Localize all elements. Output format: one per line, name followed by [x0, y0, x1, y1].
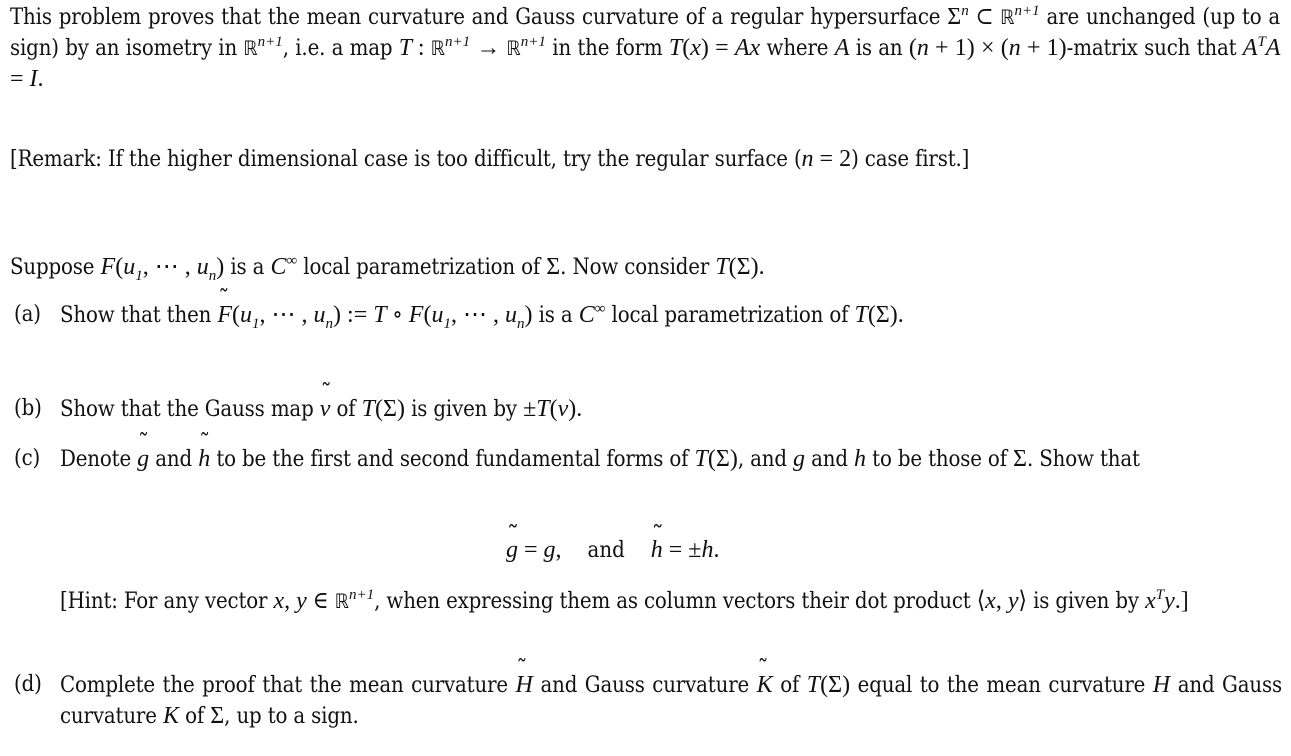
math-h: h [854, 446, 867, 472]
part-c-text-5: and [811, 447, 848, 472]
math-T-Sigma-d: T(Σ) [806, 672, 851, 698]
part-c-text-3: to be the first and second fundamental forms of [216, 447, 689, 472]
math-h-tilde: ˜ h [198, 446, 210, 472]
suppose-text-3: local parametrization of [303, 255, 541, 280]
part-c-text-1: Denote [60, 447, 131, 472]
intro-text-4: in the form [552, 36, 663, 61]
suppose-text-4: . Now consider [560, 255, 710, 280]
math-map-T: T : ℝ$^{n+1}$ → ℝ$^{n+1}$ [398, 34, 546, 61]
intro-text-5: where [766, 36, 829, 61]
math-nu-tilde: ˜ ν [320, 396, 331, 422]
math-T-Sigma: T(Σ). [715, 254, 765, 280]
math-h-tilde-eq-pm-h: ˜ h = ±h. [651, 537, 720, 563]
math-inner-product: ⟨x, y⟩ [976, 588, 1027, 614]
math-C-inf-a: C∞ [578, 301, 606, 328]
part-c-hint [60, 586, 1282, 617]
remark-paragraph [10, 144, 1280, 175]
suppose-text-1: Suppose [10, 255, 95, 280]
part-d-text-7: , up to a sign. [224, 704, 359, 729]
intro-text-3: , i.e. a map [282, 36, 393, 61]
math-A: A [834, 35, 850, 61]
intro-text-6: is an [855, 36, 903, 61]
part-a-text-3: local parametrization of [611, 303, 849, 328]
math-C-inf: C∞ [270, 253, 298, 280]
intro-text-2: are unchanged (up to a sign) by an isometry in [10, 5, 1281, 61]
part-c-label: (c) [14, 446, 41, 471]
part-a [14, 300, 1282, 332]
part-a-label: (a) [14, 302, 41, 327]
math-T-Sigma-b: T(Σ) [361, 396, 405, 422]
part-c-text-2: and [155, 447, 193, 472]
math-Sigma: Σ [546, 254, 561, 280]
part-d [14, 670, 1282, 732]
part-d-text-5: and Gauss curvature [60, 673, 1282, 729]
part-b [14, 394, 1282, 425]
math-g: g [792, 446, 805, 472]
math-xTy: $x^Ty$.] [1145, 587, 1189, 614]
math-F-param: $F(u_1$, ⋯ , $u_n$) [100, 254, 225, 284]
suppose-paragraph [10, 252, 1280, 283]
part-c-text-6: to be those of [872, 447, 1007, 472]
part-b-text-1: Show that the Gauss map [60, 397, 314, 422]
math-H: H [1152, 672, 1171, 698]
part-c [14, 444, 1282, 475]
intro-text-7: -matrix such that [1066, 36, 1237, 61]
part-d-text-2: and Gauss curvature [540, 673, 750, 698]
part-b-text-2: of [336, 397, 356, 422]
math-matrix-size: (n + 1) × (n + 1) [908, 35, 1067, 61]
part-d-label: (d) [14, 672, 42, 697]
math-xy-in-rn1: x, y ∈ ℝ$^{n+1}$ [273, 587, 375, 614]
part-d-text-4: equal to the mean curvature [857, 673, 1146, 698]
part-d-text-1: Complete the proof that the mean curvature [60, 673, 508, 698]
part-a-text-2: is a [538, 303, 573, 328]
math-T-Sigma-a: T(Σ). [854, 302, 904, 328]
hint-text-2: , when expressing them as column vectors their dot product [374, 589, 971, 614]
math-g-tilde-eq-g: ˜ g = g, [506, 537, 562, 563]
display-equation [506, 536, 719, 566]
display-and-text: and [587, 538, 625, 563]
remark-text-1: [Remark: If the higher dimensional case is too difficult, try the regular surface ( [10, 147, 802, 172]
math-K: K [162, 703, 179, 729]
math-Sigma-d: Σ [210, 703, 225, 729]
math-pm-T-nu: ±T(ν). [523, 396, 583, 422]
math-F-tilde-def: ˜ $F(u_1$, ⋯ , $u_n$) := T ∘ $F(u_1$, ⋯ , $u_n$) [217, 302, 532, 328]
hint-text-3: is given by [1033, 589, 1139, 614]
math-g-tilde: ˜ g [137, 446, 149, 472]
math-T-Sigma-c: T(Σ) [694, 446, 738, 472]
suppose-text-2: is a [230, 255, 265, 280]
math-Sigma-c: Σ [1013, 446, 1027, 472]
math-sigma-n: $\Sigma^n$ ⊂ ℝ$^{n+1}$ [947, 3, 1040, 30]
intro-paragraph [10, 2, 1280, 95]
math-n-equals-2: n = 2 [801, 146, 852, 172]
hint-text-1: [Hint: For any vector [60, 589, 268, 614]
math-Tx-Ax: T(x) = Ax [668, 35, 761, 61]
part-c-text-4: , and [737, 447, 787, 472]
part-c-text-7: . Show that [1026, 447, 1140, 472]
part-d-text-3: of [780, 673, 800, 698]
part-b-text-3: is given by [411, 397, 517, 422]
remark-text-2: ) case first.] [851, 147, 970, 172]
part-d-text-6: of [185, 704, 205, 729]
part-b-label: (b) [14, 396, 42, 421]
math-rn1: ℝ$^{n+1}$ [243, 34, 283, 60]
math-H-tilde: ˜ H [516, 672, 533, 698]
math-orthogonal: $A^TA = I$. [10, 34, 1281, 92]
intro-text-1: This problem proves that the mean curvature and Gauss curvature of a regular hypersurface [10, 5, 941, 30]
math-K-tilde: ˜ K [757, 672, 773, 698]
part-a-text-1: Show that then [60, 303, 212, 328]
